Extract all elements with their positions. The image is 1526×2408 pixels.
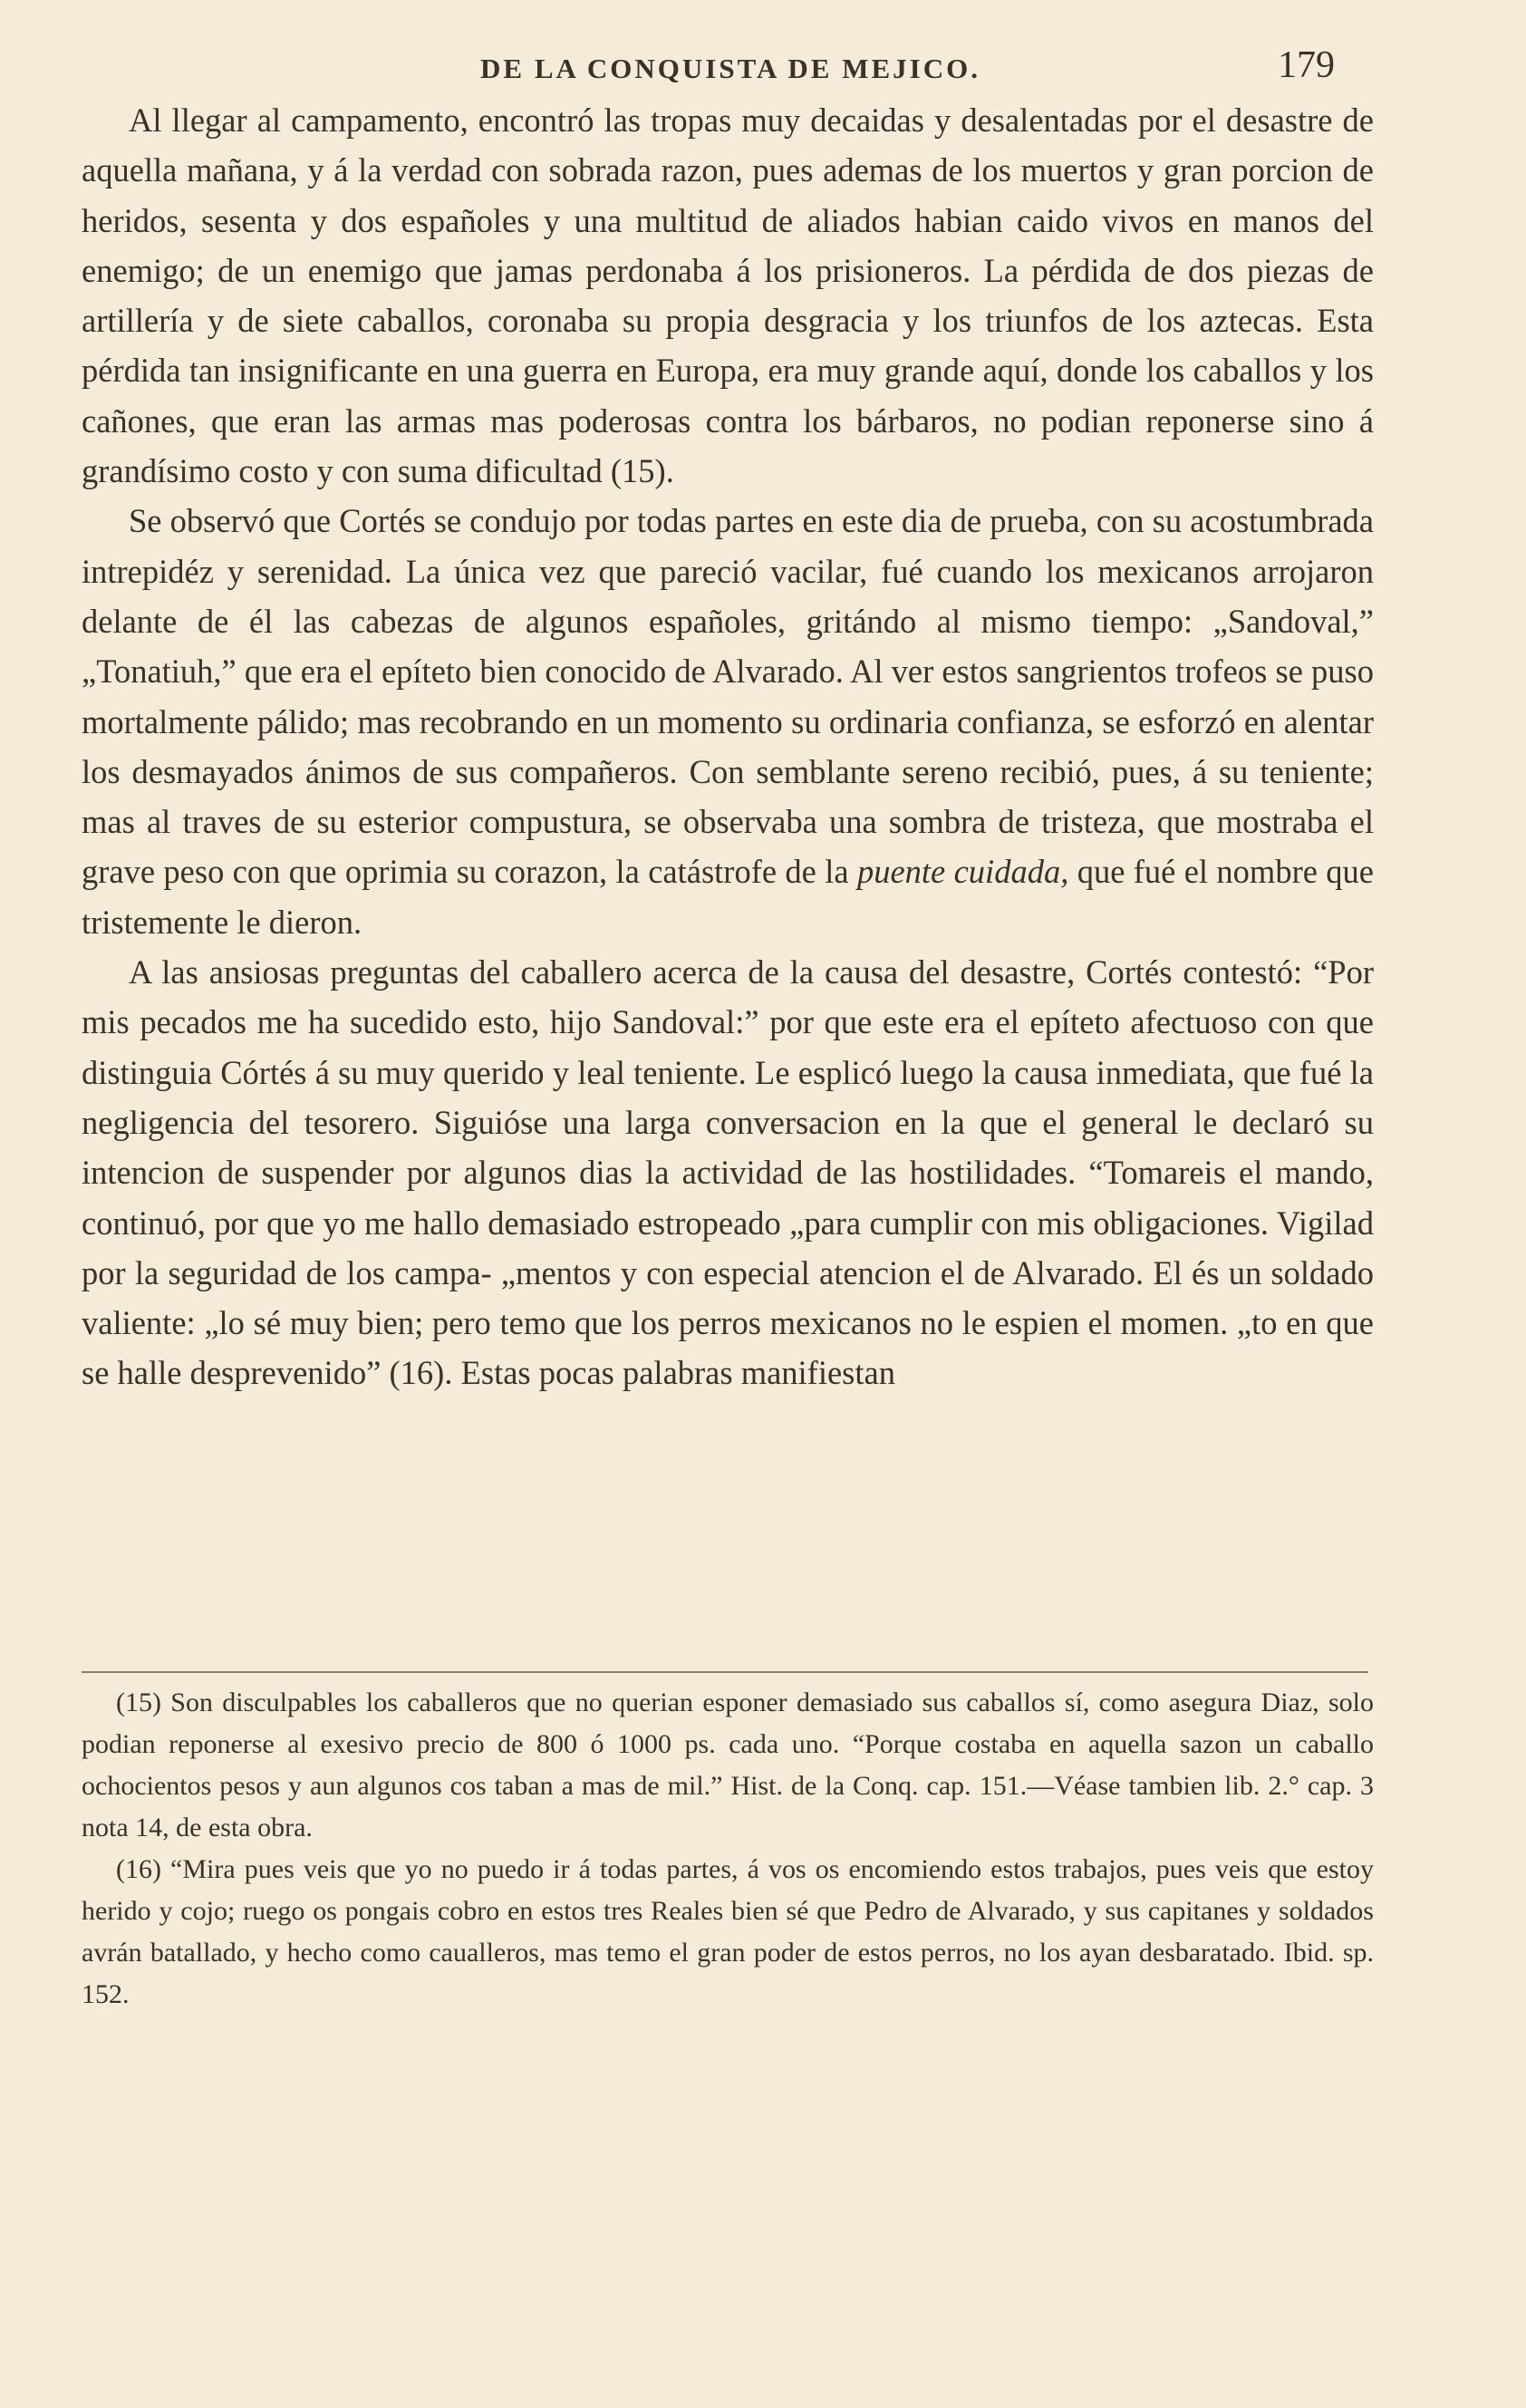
- footnotes: [82, 1682, 1374, 2016]
- header-title: DE LA CONQUISTA DE MEJICO.: [480, 53, 980, 84]
- page-number: 179: [1278, 44, 1335, 86]
- paragraph-3: A las ansiosas preguntas del caballero acerca de la causa del desastre, Cortés contestó: “Por mis pecados me ha sucedido esto, hijo Sandoval:” por que este era el epíteto afectuoso con que distinguia Córtés á su muy querido y leal teniente. Le esplicó luego la causa inmediata, que fué la negligencia del tesorero. Siguióse una larga conversacion en la que el general le declaró su intencion de suspender por algunos dias la actividad de las hostilidades. “Tomareis el mando, continuó, por que yo me hallo demasiado estropeado „para cumplir con mis obligaciones. Vigilad por la seguridad de los campa- „mentos y con especial atencion el de Alvarado. El és un soldado valiente: „lo sé muy bien; pero temo que los perros mexicanos no le espien el momen. „to en que se halle desprevenido” (16). Estas pocas palabras manifiestan: [82, 953, 1374, 1392]
- italic-phrase: puente cuidada,: [856, 853, 1069, 891]
- footnote-16: (16) “Mira pues veis que yo no puedo ir á todas partes, á vos os encomiendo estos trabajos, pues veis que estoy herido y cojo; ruego os pongais cobro en estos tres Reales bien sé que Pedro de Alvarado, y sus capitanes y soldados avrán batallado, y hecho como caualleros, mas temo el gran poder de estos perros, no los ayan desbaratado. Ibid. sp. 152.: [82, 1854, 1374, 2009]
- paragraph-2: [82, 496, 1374, 947]
- footnote-15: (15) Son disculpables los caballeros que no querian esponer demasiado sus caballos sí, como asegura Diaz, solo podian reponerse al exesivo precio de 800 ó 1000 ps. cada uno. “Porque costaba en aquella sazon un caballo ochocientos pesos y aun algunos cos taban a mas de mil.” Hist. de la Conq. cap. 151.—Véase tambien lib. 2.° cap. 3 nota 14, de esta obra.: [82, 1688, 1374, 1842]
- paragraph-2-text: Se observó que Cortés se condujo por todas partes en este dia de prueba, con su acostumbrada intrepidéz y serenidad. La única vez que pareció vacilar, fué cuando los mexicanos arrojaron delante de él las cabezas de algunos españoles, gritándo al mismo tiempo: „Sandoval,” „Tonatiuh,” que era el epíteto bien conocido de Alvarado. Al ver estos sangrientos trofeos se puso mortalmente pálido; mas recobrando en un momento su ordinaria confianza, se esforzó en alentar los desmayados ánimos de sus compañeros. Con semblante sereno recibió, pues, á su teniente; mas al traves de su esterior compustura, se observaba una sombra de tristeza, que mostraba el grave peso con que oprimia su corazon, la catástrofe de la: [82, 502, 1374, 891]
- running-header: [0, 44, 1526, 98]
- paragraph-1: Al llegar al campamento, encontró las tropas muy decaidas y desalentadas por el desastre de aquella mañana, y á la verdad con sobrada razon, pues ademas de los muertos y gran porcion de heridos, sesenta y dos españoles y una multitud de aliados habian caido vivos en manos del enemigo; de un enemigo que jamas perdonaba á los prisioneros. La pérdida de dos piezas de artillería y de siete caballos, coronaba su propia desgracia y los triunfos de los aztecas. Esta pérdida tan insignificante en una guerra en Europa, era muy grande aquí, donde los caballos y los cañones, que eran las armas mas poderosas contra los bárbaros, no podian reponerse sino á grandísimo costo y con suma dificultad (15).: [82, 102, 1374, 490]
- main-text: [82, 95, 1374, 1398]
- footnote-divider: [82, 1671, 1368, 1673]
- paragraph-2-end: que fué el nombre que tristemente le dieron.: [82, 853, 1374, 941]
